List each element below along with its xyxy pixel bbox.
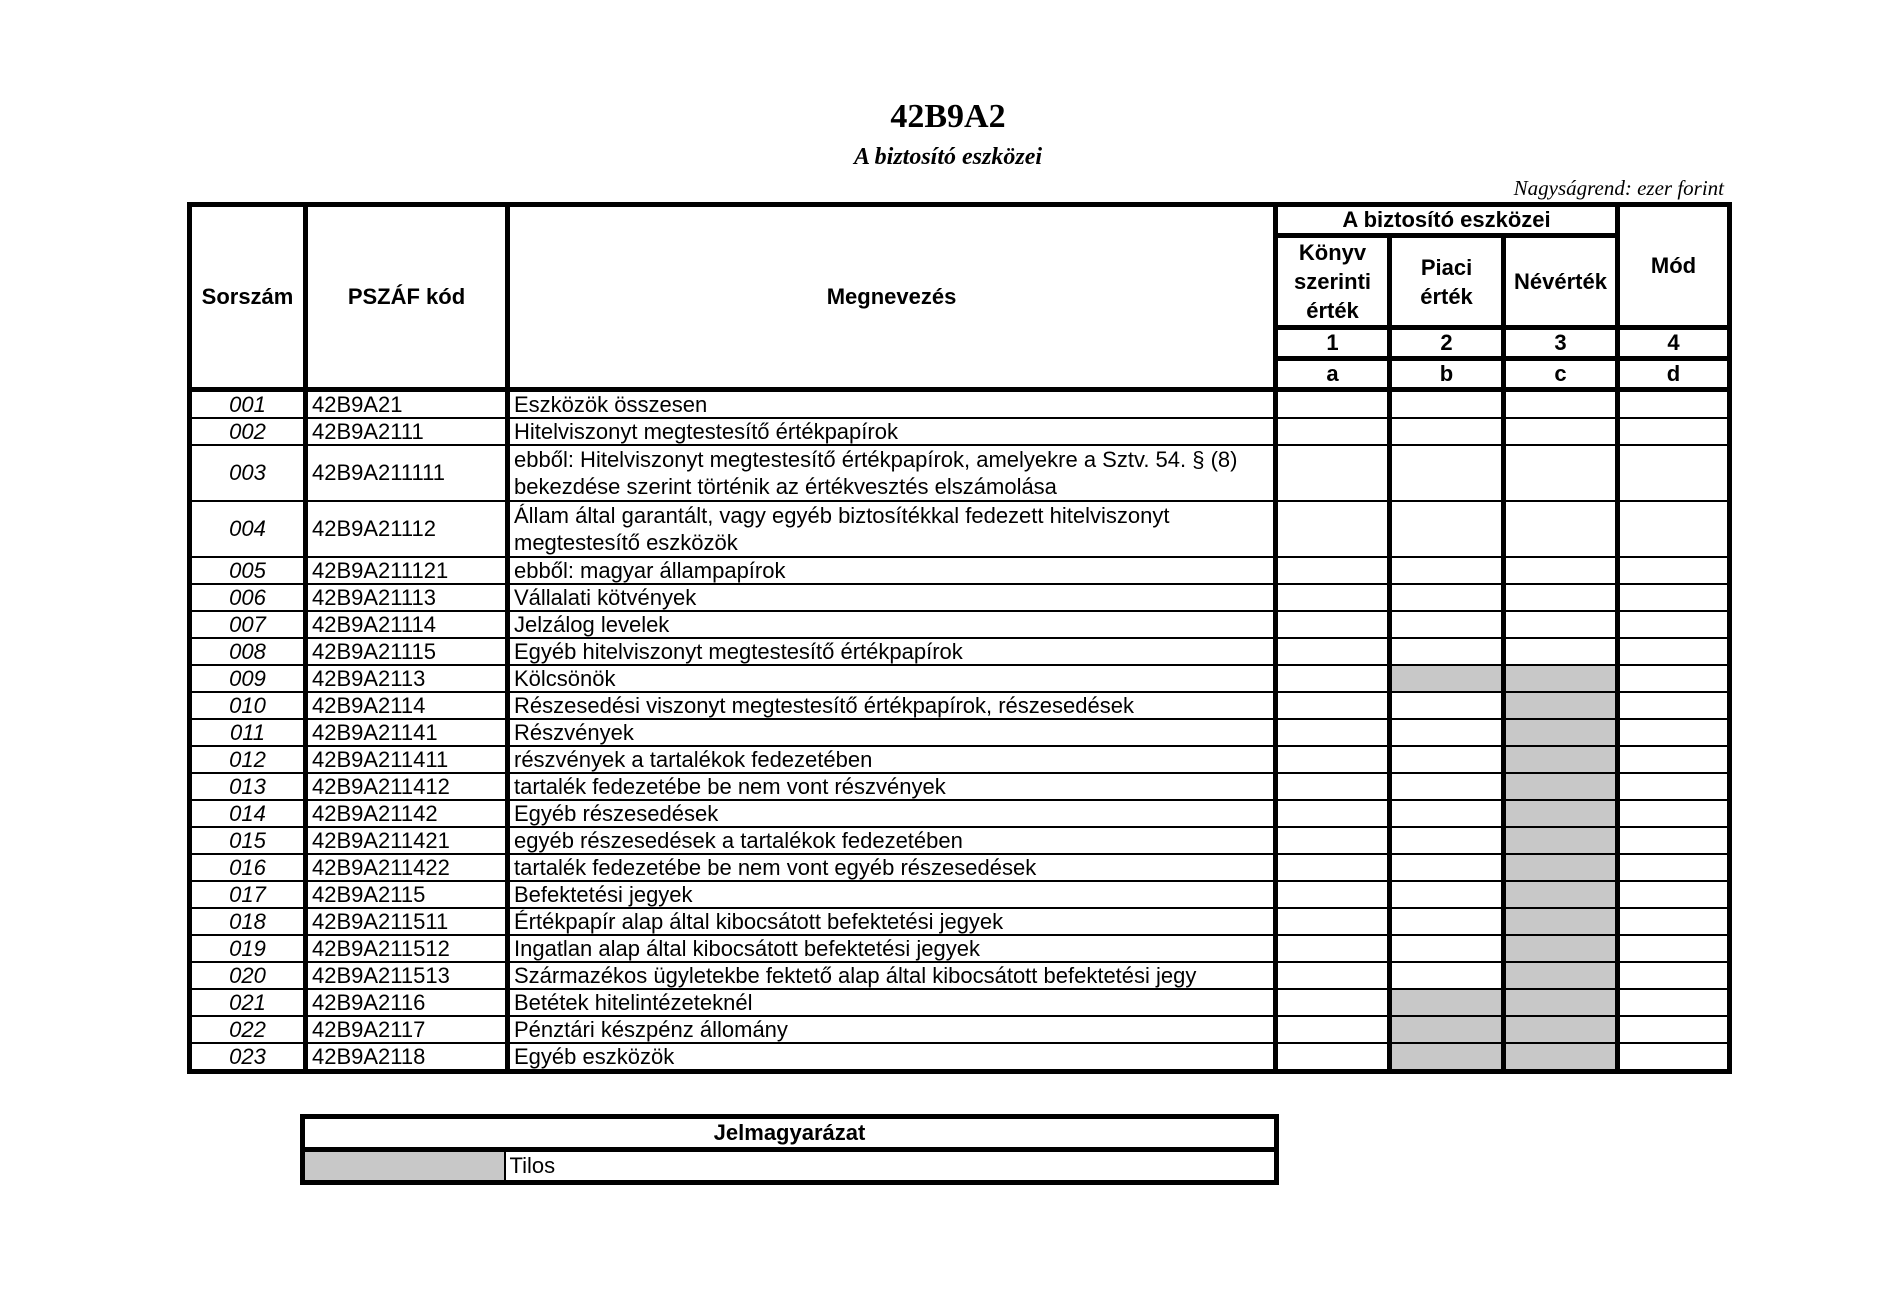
row-code: 42B9A21141 xyxy=(306,719,508,746)
row-serial: 019 xyxy=(190,935,306,962)
table-row xyxy=(190,665,1730,692)
market-value-cell[interactable] xyxy=(1390,800,1504,827)
method-cell[interactable] xyxy=(1618,638,1730,665)
row-name: Befektetési jegyek xyxy=(508,881,1276,908)
book-value-cell[interactable] xyxy=(1276,989,1390,1016)
row-serial: 007 xyxy=(190,611,306,638)
table-row xyxy=(190,827,1730,854)
book-value-cell[interactable] xyxy=(1276,962,1390,989)
nominal-value-cell xyxy=(1504,881,1618,908)
row-serial: 004 xyxy=(190,501,306,557)
row-name: Egyéb részesedések xyxy=(508,800,1276,827)
nominal-value-cell xyxy=(1504,827,1618,854)
nominal-value-cell xyxy=(1504,1043,1618,1072)
row-name: Betétek hitelintézeteknél xyxy=(508,989,1276,1016)
method-cell[interactable] xyxy=(1618,746,1730,773)
method-cell[interactable] xyxy=(1618,611,1730,638)
row-name: tartalék fedezetébe be nem vont egyéb részesedések xyxy=(508,854,1276,881)
nominal-value-cell xyxy=(1504,692,1618,719)
table-row xyxy=(190,692,1730,719)
row-serial: 003 xyxy=(190,445,306,501)
nominal-value-cell xyxy=(1504,908,1618,935)
table-row xyxy=(190,418,1730,445)
market-value-cell[interactable] xyxy=(1390,962,1504,989)
row-name: Hitelviszonyt megtestesítő értékpapírok xyxy=(508,418,1276,445)
market-value-cell[interactable] xyxy=(1390,908,1504,935)
market-value-cell[interactable] xyxy=(1390,746,1504,773)
row-serial: 006 xyxy=(190,584,306,611)
market-value-cell[interactable] xyxy=(1390,584,1504,611)
nominal-value-cell[interactable] xyxy=(1504,584,1618,611)
row-serial: 022 xyxy=(190,1016,306,1043)
market-value-cell[interactable] xyxy=(1390,611,1504,638)
table-row xyxy=(190,989,1730,1016)
table-row xyxy=(190,584,1730,611)
book-value-cell[interactable] xyxy=(1276,638,1390,665)
legend-table xyxy=(300,1114,1279,1185)
market-value-cell xyxy=(1390,1016,1504,1043)
row-serial: 023 xyxy=(190,1043,306,1072)
method-cell[interactable] xyxy=(1618,390,1730,419)
row-name: Vállalati kötvények xyxy=(508,584,1276,611)
book-value-cell[interactable] xyxy=(1276,719,1390,746)
row-name: Értékpapír alap által kibocsátott befektetési jegyek xyxy=(508,908,1276,935)
book-value-cell[interactable] xyxy=(1276,935,1390,962)
market-value-cell xyxy=(1390,665,1504,692)
row-name: Kölcsönök xyxy=(508,665,1276,692)
method-cell[interactable] xyxy=(1618,962,1730,989)
method-cell[interactable] xyxy=(1618,854,1730,881)
header-nominal-value: Névérték xyxy=(1504,236,1618,328)
table-row xyxy=(190,719,1730,746)
row-serial: 015 xyxy=(190,827,306,854)
table-row xyxy=(190,746,1730,773)
method-cell[interactable] xyxy=(1618,501,1730,557)
nominal-value-cell[interactable] xyxy=(1504,501,1618,557)
method-cell[interactable] xyxy=(1618,800,1730,827)
market-value-cell[interactable] xyxy=(1390,773,1504,800)
book-value-cell[interactable] xyxy=(1276,908,1390,935)
method-cell[interactable] xyxy=(1618,827,1730,854)
header-col-number: 3 xyxy=(1504,328,1618,359)
row-code: 42B9A21113 xyxy=(306,584,508,611)
row-code: 42B9A2118 xyxy=(306,1043,508,1072)
row-code: 42B9A211411 xyxy=(306,746,508,773)
nominal-value-cell[interactable] xyxy=(1504,611,1618,638)
header-col-letter: b xyxy=(1390,359,1504,390)
method-cell[interactable] xyxy=(1618,1043,1730,1072)
row-code: 42B9A211412 xyxy=(306,773,508,800)
row-serial: 001 xyxy=(190,390,306,419)
row-name: Részesedési viszonyt megtestesítő értékpapírok, részesedések xyxy=(508,692,1276,719)
row-serial: 005 xyxy=(190,557,306,584)
book-value-cell[interactable] xyxy=(1276,390,1390,419)
table-row xyxy=(190,390,1730,419)
market-value-cell xyxy=(1390,989,1504,1016)
book-value-cell[interactable] xyxy=(1276,827,1390,854)
table-row xyxy=(190,908,1730,935)
market-value-cell[interactable] xyxy=(1390,827,1504,854)
header-book-value: Könyv szerinti érték xyxy=(1276,236,1390,328)
market-value-cell[interactable] xyxy=(1390,854,1504,881)
header-col-letter: c xyxy=(1504,359,1618,390)
book-value-cell[interactable] xyxy=(1276,746,1390,773)
row-name: részvények a tartalékok fedezetében xyxy=(508,746,1276,773)
row-serial: 017 xyxy=(190,881,306,908)
method-cell[interactable] xyxy=(1618,418,1730,445)
row-serial: 009 xyxy=(190,665,306,692)
row-name: Részvények xyxy=(508,719,1276,746)
market-value-cell[interactable] xyxy=(1390,935,1504,962)
nominal-value-cell[interactable] xyxy=(1504,557,1618,584)
document-code: 42B9A2 xyxy=(890,98,1006,135)
table-row xyxy=(190,638,1730,665)
nominal-value-cell xyxy=(1504,1016,1618,1043)
nominal-value-cell xyxy=(1504,935,1618,962)
row-code: 42B9A21142 xyxy=(306,800,508,827)
market-value-cell[interactable] xyxy=(1390,390,1504,419)
header-name: Megnevezés xyxy=(508,205,1276,390)
market-value-cell[interactable] xyxy=(1390,692,1504,719)
table-row xyxy=(190,773,1730,800)
row-serial: 008 xyxy=(190,638,306,665)
table-row xyxy=(190,1016,1730,1043)
book-value-cell[interactable] xyxy=(1276,418,1390,445)
book-value-cell[interactable] xyxy=(1276,584,1390,611)
nominal-value-cell[interactable] xyxy=(1504,418,1618,445)
method-cell[interactable] xyxy=(1618,1016,1730,1043)
market-value-cell xyxy=(1390,1043,1504,1072)
header-col-number: 4 xyxy=(1618,328,1730,359)
row-code: 42B9A211421 xyxy=(306,827,508,854)
nominal-value-cell[interactable] xyxy=(1504,390,1618,419)
method-cell[interactable] xyxy=(1618,445,1730,501)
row-name: Jelzálog levelek xyxy=(508,611,1276,638)
market-value-cell[interactable] xyxy=(1390,557,1504,584)
nominal-value-cell xyxy=(1504,746,1618,773)
document-subtitle: A biztosító eszközei xyxy=(853,144,1043,170)
header-col-letter: d xyxy=(1618,359,1730,390)
row-code: 42B9A21115 xyxy=(306,638,508,665)
row-code: 42B9A2116 xyxy=(306,989,508,1016)
table-row xyxy=(190,557,1730,584)
header-serial: Sorszám xyxy=(190,205,306,390)
row-name: Ingatlan alap által kibocsátott befektetési jegyek xyxy=(508,935,1276,962)
row-name: Pénztári készpénz állomány xyxy=(508,1016,1276,1043)
book-value-cell[interactable] xyxy=(1276,854,1390,881)
row-name: ebből: magyar állampapírok xyxy=(508,557,1276,584)
row-serial: 011 xyxy=(190,719,306,746)
row-code: 42B9A2115 xyxy=(306,881,508,908)
row-serial: 018 xyxy=(190,908,306,935)
method-cell[interactable] xyxy=(1618,908,1730,935)
row-serial: 013 xyxy=(190,773,306,800)
market-value-cell[interactable] xyxy=(1390,501,1504,557)
row-name: Egyéb eszközök xyxy=(508,1043,1276,1072)
nominal-value-cell xyxy=(1504,719,1618,746)
row-serial: 016 xyxy=(190,854,306,881)
market-value-cell[interactable] xyxy=(1390,445,1504,501)
book-value-cell[interactable] xyxy=(1276,1016,1390,1043)
assets-table xyxy=(187,202,1732,1074)
nominal-value-cell[interactable] xyxy=(1504,638,1618,665)
row-serial: 010 xyxy=(190,692,306,719)
book-value-cell[interactable] xyxy=(1276,501,1390,557)
method-cell[interactable] xyxy=(1618,584,1730,611)
market-value-cell[interactable] xyxy=(1390,418,1504,445)
row-serial: 002 xyxy=(190,418,306,445)
header-col-number: 2 xyxy=(1390,328,1504,359)
table-row xyxy=(190,800,1730,827)
book-value-cell[interactable] xyxy=(1276,665,1390,692)
unit-note: Nagyságrend: ezer forint xyxy=(1513,176,1724,200)
nominal-value-cell xyxy=(1504,665,1618,692)
row-serial: 020 xyxy=(190,962,306,989)
row-code: 42B9A211511 xyxy=(306,908,508,935)
row-code: 42B9A211512 xyxy=(306,935,508,962)
legend-label-forbidden: Tilos xyxy=(505,1150,1277,1183)
row-name: Egyéb hitelviszonyt megtestesítő értékpapírok xyxy=(508,638,1276,665)
row-code: 42B9A211513 xyxy=(306,962,508,989)
table-row xyxy=(190,501,1730,557)
nominal-value-cell xyxy=(1504,854,1618,881)
market-value-cell[interactable] xyxy=(1390,881,1504,908)
method-cell[interactable] xyxy=(1618,935,1730,962)
row-code: 42B9A21112 xyxy=(306,501,508,557)
book-value-cell[interactable] xyxy=(1276,611,1390,638)
book-value-cell[interactable] xyxy=(1276,557,1390,584)
row-code: 42B9A211111 xyxy=(306,445,508,501)
table-row xyxy=(190,854,1730,881)
book-value-cell[interactable] xyxy=(1276,800,1390,827)
book-value-cell[interactable] xyxy=(1276,1043,1390,1072)
row-code: 42B9A2117 xyxy=(306,1016,508,1043)
table-row xyxy=(190,1043,1730,1072)
nominal-value-cell xyxy=(1504,800,1618,827)
row-name: ebből: Hitelviszonyt megtestesítő értékpapírok, amelyekre a Sztv. 54. § (8) bekezdése szerint történik az értékvesztés elszámolása xyxy=(508,445,1276,501)
row-code: 42B9A2111 xyxy=(306,418,508,445)
nominal-value-cell xyxy=(1504,962,1618,989)
method-cell[interactable] xyxy=(1618,989,1730,1016)
header-method: Mód xyxy=(1618,205,1730,328)
table-row xyxy=(190,935,1730,962)
table-row xyxy=(190,881,1730,908)
book-value-cell[interactable] xyxy=(1276,445,1390,501)
method-cell[interactable] xyxy=(1618,719,1730,746)
row-code: 42B9A211121 xyxy=(306,557,508,584)
row-code: 42B9A211422 xyxy=(306,854,508,881)
method-cell[interactable] xyxy=(1618,692,1730,719)
nominal-value-cell xyxy=(1504,773,1618,800)
row-name: tartalék fedezetébe be nem vont részvények xyxy=(508,773,1276,800)
book-value-cell[interactable] xyxy=(1276,881,1390,908)
legend-title: Jelmagyarázat xyxy=(303,1117,1277,1150)
table-row xyxy=(190,962,1730,989)
method-cell[interactable] xyxy=(1618,881,1730,908)
row-code: 42B9A2113 xyxy=(306,665,508,692)
book-value-cell[interactable] xyxy=(1276,773,1390,800)
row-name: Állam által garantált, vagy egyéb biztosítékkal fedezett hitelviszonyt megtestesítő eszközök xyxy=(508,501,1276,557)
row-name: Származékos ügyletekbe fektető alap által kibocsátott befektetési jegy xyxy=(508,962,1276,989)
market-value-cell[interactable] xyxy=(1390,719,1504,746)
method-cell[interactable] xyxy=(1618,665,1730,692)
nominal-value-cell xyxy=(1504,989,1618,1016)
row-code: 42B9A2114 xyxy=(306,692,508,719)
row-serial: 021 xyxy=(190,989,306,1016)
book-value-cell[interactable] xyxy=(1276,692,1390,719)
header-col-number: 1 xyxy=(1276,328,1390,359)
legend-swatch-forbidden xyxy=(303,1150,505,1183)
header-group: A biztosító eszközei xyxy=(1276,205,1618,236)
row-name: egyéb részesedések a tartalékok fedezetében xyxy=(508,827,1276,854)
table-row xyxy=(190,611,1730,638)
method-cell[interactable] xyxy=(1618,557,1730,584)
table-row xyxy=(190,445,1730,501)
row-serial: 012 xyxy=(190,746,306,773)
row-code: 42B9A21114 xyxy=(306,611,508,638)
method-cell[interactable] xyxy=(1618,773,1730,800)
header-col-letter: a xyxy=(1276,359,1390,390)
nominal-value-cell[interactable] xyxy=(1504,445,1618,501)
row-name: Eszközök összesen xyxy=(508,390,1276,419)
row-serial: 014 xyxy=(190,800,306,827)
header-market-value: Piaci érték xyxy=(1390,236,1504,328)
market-value-cell[interactable] xyxy=(1390,638,1504,665)
row-code: 42B9A21 xyxy=(306,390,508,419)
header-code: PSZÁF kód xyxy=(306,205,508,390)
